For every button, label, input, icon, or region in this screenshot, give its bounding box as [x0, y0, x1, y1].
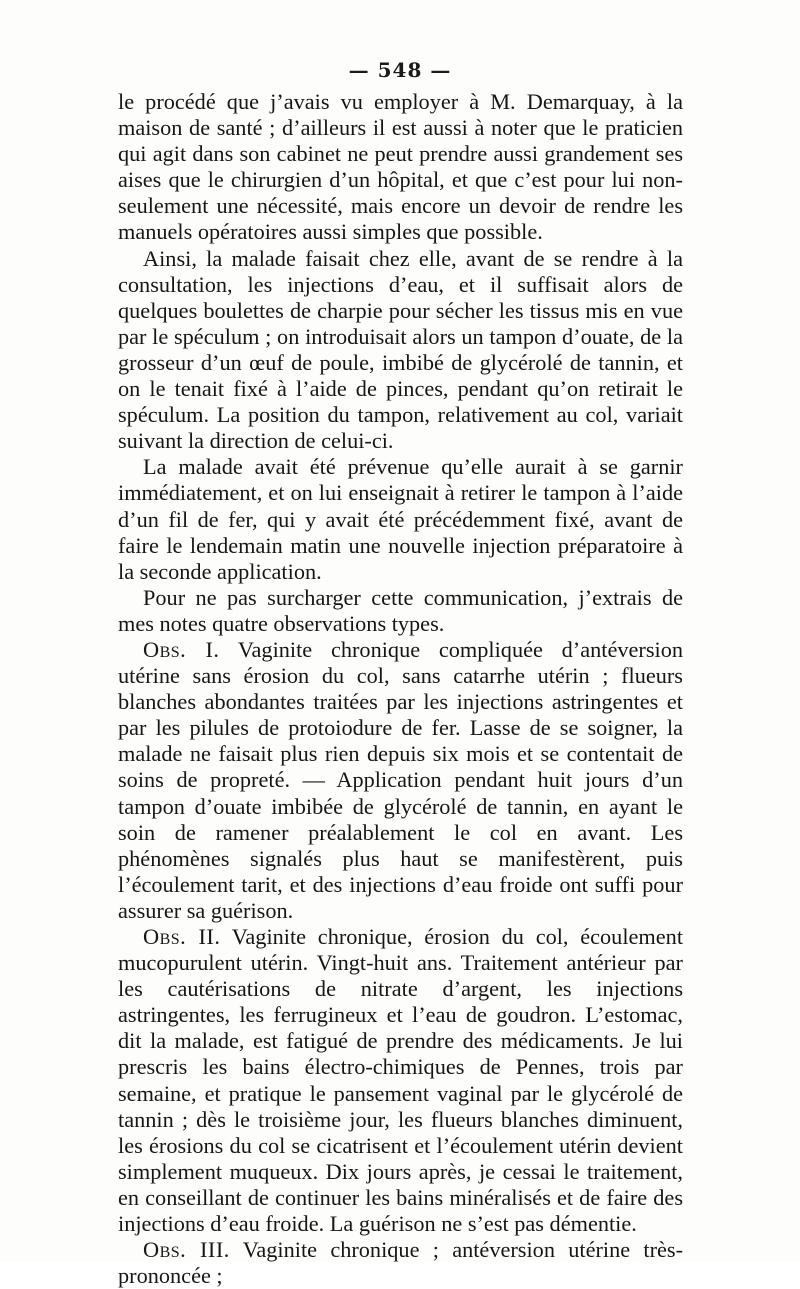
paragraph-1 — [118, 89, 683, 246]
paragraph-4 — [118, 585, 683, 637]
page-number: — 548 — — [348, 58, 452, 82]
observation-text: Vaginite chronique ; antéversion utérine très-prononcée ; — [118, 1237, 684, 1289]
body-text — [118, 89, 683, 1289]
paragraph-text: La malade avait été prévenue qu’elle aurait à se garnir immédiatement, et on lui enseignait à retirer le tampon à l’aide d’un fil de fer, qui y avait été précédemment fixé, avant de faire le lendemain matin une nouvelle injection préparatoire à la seconde application. — [118, 454, 683, 584]
observation-2 — [118, 924, 683, 1237]
observation-3 — [118, 1237, 683, 1289]
paragraph-text: le procédé que j’avais vu employer à M. Demarquay, à la maison de santé ; d’ailleurs il est aussi à noter que le praticien qui agit dans son cabinet ne peut prendre aussi grandement ses aises que le chirurgien d’un hôpital, et que c’est pour lui non-seulement une nécessité, mais encore un devoir de rendre les manuels opératoires aussi simples que possible. — [118, 89, 683, 245]
observation-label: Obs. II. — [143, 924, 221, 949]
observation-text: Vaginite chronique, érosion du col, écoulement mucopurulent utérin. Vingt-huit ans. Traitement antérieur par les cautérisations de nitrate d’argent, les injections astringentes, les ferrugineux et l’eau de goudron. L’estomac, dit la malade, est fatigué de prendre des médicaments. Je lui prescris les bains électro-chimiques de Pennes, trois par semaine, et pratique le pansement vaginal par le glycérolé de tannin ; dès le troisième jour, les flueurs blanches diminuent, les érosions du col se cicatrisent et l’écoulement utérin devient simplement muqueux. Dix jours après, je cessai le traitement, en conseillant de continuer les bains minéralisés et de faire des injections d’eau froide. La guérison ne s’est pas démentie. — [118, 924, 684, 1237]
observation-label: Obs. III. — [143, 1237, 230, 1263]
paragraph-text: Pour ne pas surcharger cette communication, j’extrais de mes notes quatre observations types. — [118, 584, 683, 636]
observation-label: Obs. I. — [143, 636, 220, 662]
observation-text: Vaginite chronique compliquée d’antéversion utérine sans érosion du col, sans catarrhe utérin ; flueurs blanches abondantes traitées par les injections astringentes et par les pilules de protoiodure de fer. Lasse de se soigner, la malade ne faisait plus rien depuis six mois et se contentait de soins de propreté. — Application pendant huit jours d’un tampon d’ouate imbibée de glycérolé de tannin, en ayant le soin de ramener préalablement le col en avant. Les phénomènes signalés plus haut se manifestèrent, puis l’écoulement tarit, et des injections d’eau froide ont suffi pour assurer sa guérison. — [118, 636, 684, 923]
paragraph-text: Ainsi, la malade faisait chez elle, avant de se rendre à la consultation, les injections d’eau, et il suffisait alors de quelques boulettes de charpie pour sécher les tissus mis en vue par le spéculum ; on introduisait alors un tampon d’ouate, de la grosseur d’un œuf de poule, imbibé de glycérolé de tannin, et on le tenait fixé à l’aide de pinces, pendant qu’on retirait le spéculum. La position du tampon, relativement au col, variait suivant la direction de celui-ci. — [118, 245, 683, 454]
observation-1 — [118, 637, 683, 924]
paragraph-3 — [118, 454, 683, 584]
paragraph-2 — [118, 246, 683, 455]
